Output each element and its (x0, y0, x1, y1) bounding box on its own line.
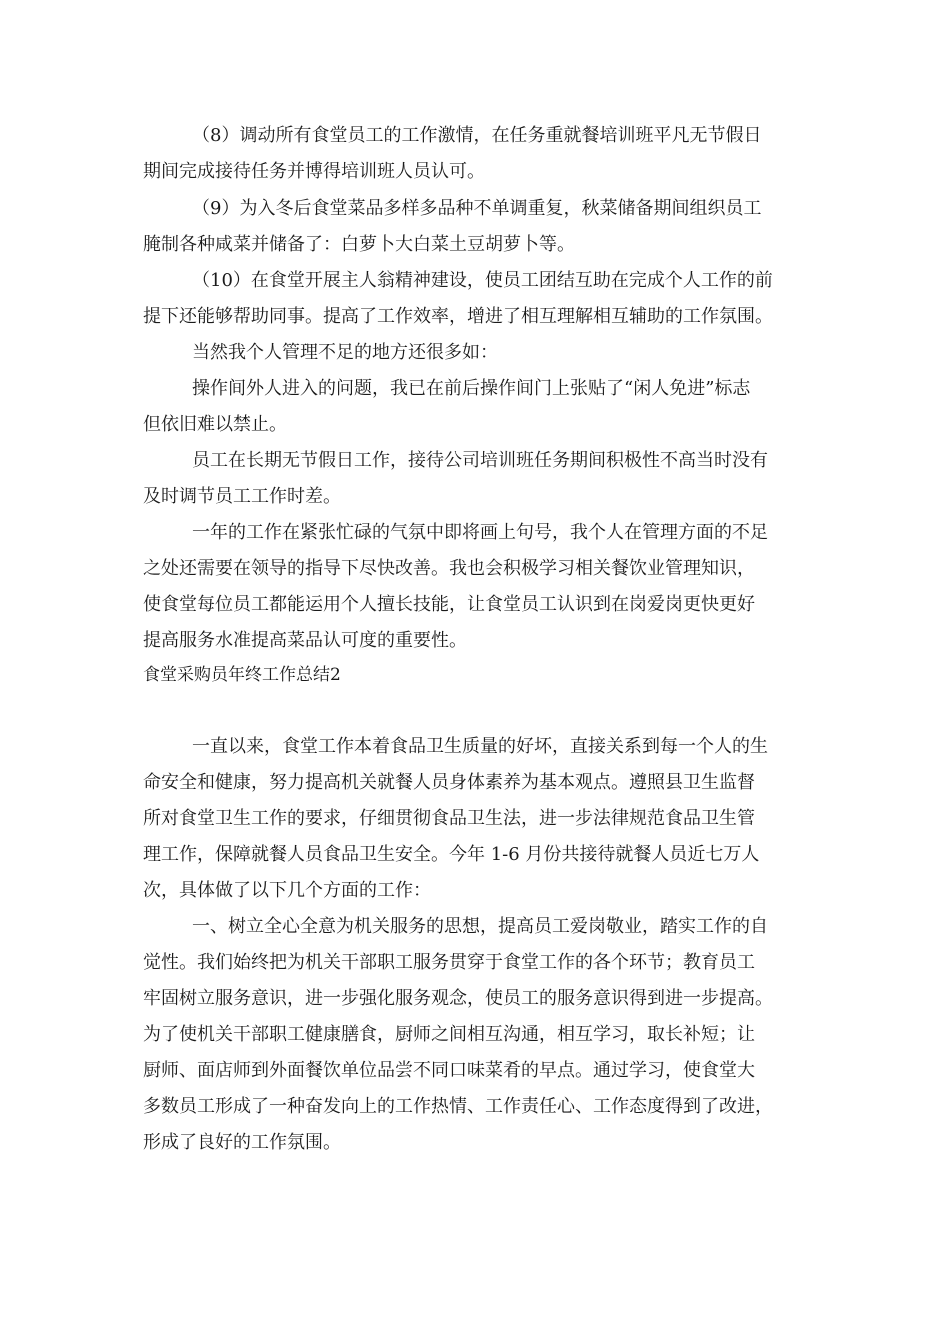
shortcomings-intro: 当然我个人管理不足的地方还很多如： (192, 342, 498, 363)
issue-1-line-2: 但依旧难以禁止。 (143, 414, 287, 435)
issue-2-line-1: 员工在长期无节假日工作，接待公司培训班任务期间积极性不高当时没有 (192, 450, 768, 471)
section-2-intro-line-1: 一直以来，食堂工作本着食品卫生质量的好坏，直接关系到每一个人的生 (192, 736, 768, 757)
item-8-line-1: （8）调动所有食堂员工的工作激情，在任务重就餐培训班平凡无节假日 (192, 125, 762, 146)
point-1-line-2: 觉性。我们始终把为机关干部职工服务贯穿于食堂工作的各个环节；教育员工 (143, 952, 755, 973)
section-2-title: 食堂采购员年终工作总结2 (143, 665, 341, 685)
item-9-line-2: 腌制各种咸菜并储备了：白萝卜大白菜土豆胡萝卜等。 (143, 234, 575, 255)
issue-2-line-2: 及时调节员工工作时差。 (143, 486, 341, 507)
point-1-line-1: 一、树立全心全意为机关服务的思想，提高员工爱岗敬业，踏实工作的自 (192, 916, 768, 937)
item-10-line-1: （10）在食堂开展主人翁精神建设，使员工团结互助在完成个人工作的前 (192, 270, 773, 291)
closing-line-2: 之处还需要在领导的指导下尽快改善。我也会积极学习相关餐饮业管理知识， (143, 558, 755, 579)
item-9-line-1: （9）为入冬后食堂菜品多样多品种不单调重复，秋菜储备期间组织员工 (192, 198, 762, 219)
closing-line-3: 使食堂每位员工都能运用个人擅长技能，让食堂员工认识到在岗爱岗更快更好 (143, 594, 755, 615)
section-2-intro-line-2: 命安全和健康，努力提高机关就餐人员身体素养为基本观点。遵照县卫生监督 (143, 772, 755, 793)
issue-1-line-1: 操作间外人进入的问题，我已在前后操作间门上张贴了“闲人免进”标志 (192, 378, 751, 399)
point-1-line-5: 厨师、面店师到外面餐饮单位品尝不同口味菜肴的早点。通过学习，使食堂大 (143, 1060, 755, 1081)
closing-line-1: 一年的工作在紧张忙碌的气氛中即将画上句号，我个人在管理方面的不足 (192, 522, 768, 543)
point-1-line-4: 为了使机关干部职工健康膳食，厨师之间相互沟通，相互学习，取长补短；让 (143, 1024, 755, 1045)
section-2-intro-line-3: 所对食堂卫生工作的要求，仔细贯彻食品卫生法，进一步法律规范食品卫生管 (143, 808, 755, 829)
section-2-intro-line-5: 次，具体做了以下几个方面的工作： (143, 880, 431, 901)
point-1-line-6: 多数员工形成了一种奋发向上的工作热情、工作责任心、工作态度得到了改进， (143, 1096, 773, 1117)
section-2-intro-line-4: 理工作，保障就餐人员食品卫生安全。今年 1-6 月份共接待就餐人员近七万人 (143, 844, 760, 865)
item-8-line-2: 期间完成接待任务并博得培训班人员认可。 (143, 161, 485, 182)
point-1-line-3: 牢固树立服务意识，进一步强化服务观念，使员工的服务意识得到进一步提高。 (143, 988, 773, 1009)
closing-line-4: 提高服务水准提高菜品认可度的重要性。 (143, 630, 467, 651)
point-1-line-7: 形成了良好的工作氛围。 (143, 1132, 341, 1153)
item-10-line-2: 提下还能够帮助同事。提高了工作效率，增进了相互理解相互辅助的工作氛围。 (143, 306, 773, 327)
